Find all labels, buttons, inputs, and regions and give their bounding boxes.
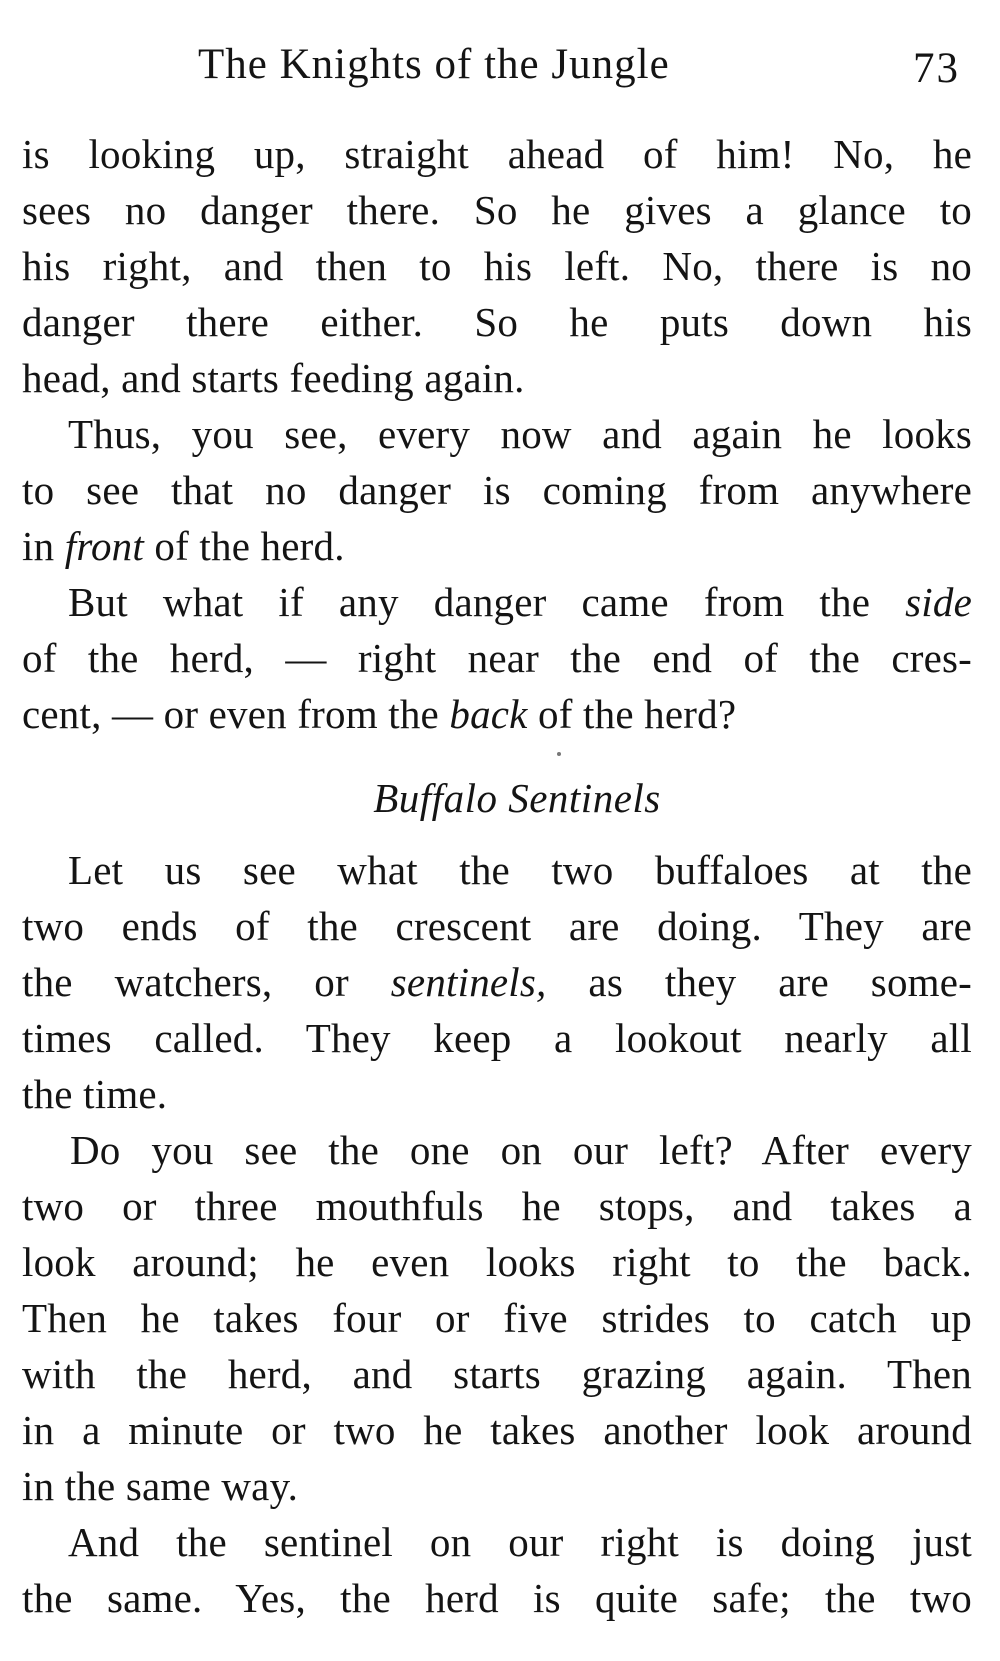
- text-line: is looking up, straight ahead of him! No, he: [22, 131, 972, 177]
- italic-word: back: [449, 691, 528, 737]
- text-line: danger there either. So he puts down his: [22, 299, 972, 345]
- paragraph: [22, 842, 972, 1122]
- paragraph: [22, 126, 972, 406]
- running-title: The Knights of the Jungle: [198, 41, 670, 88]
- text-line: sees no danger there. So he gives a glance to: [22, 187, 972, 233]
- text-line: [22, 954, 972, 1010]
- italic-word: side: [905, 579, 972, 625]
- text-line: the time.: [22, 1071, 168, 1117]
- running-head: [0, 40, 1000, 100]
- text-line: in a minute or two he takes another look around: [22, 1407, 972, 1453]
- paragraph: [22, 1122, 972, 1514]
- text-line: [22, 686, 972, 742]
- text-run: But what if any danger came from the: [68, 579, 906, 625]
- text-run: of the herd?: [527, 691, 737, 737]
- text-line: to see that no danger is coming from anywhere: [22, 467, 972, 513]
- paragraph: [22, 406, 972, 574]
- text-run: of the herd.: [143, 523, 345, 569]
- text-run: in: [22, 523, 65, 569]
- text-run: as they are some-: [546, 959, 972, 1005]
- text-line: And the sentinel on our right is doing just: [68, 1519, 972, 1565]
- text-line: two ends of the crescent are doing. They are: [22, 903, 972, 949]
- section-heading: Buffalo Sentinels: [373, 775, 661, 821]
- text-line: Thus, you see, every now and again he looks: [68, 411, 972, 457]
- text-line: in the same way.: [22, 1463, 299, 1509]
- print-speck: [557, 752, 561, 756]
- text-line: his right, and then to his left. No, there is no: [22, 243, 972, 289]
- text-line: times called. They keep a lookout nearly all: [22, 1015, 972, 1061]
- paragraph: [22, 1514, 972, 1626]
- page-number: 73: [913, 45, 960, 92]
- text-line: [22, 574, 972, 630]
- paragraph: [22, 574, 972, 742]
- text-line: Do you see the one on our left? After every: [70, 1127, 972, 1173]
- text-line: of the herd, — right near the end of the cres-: [22, 635, 972, 681]
- text-line: [22, 518, 972, 574]
- text-line: with the herd, and starts grazing again. Then: [22, 1351, 972, 1397]
- text-run: cent, — or even from the: [22, 691, 450, 737]
- text-line: look around; he even looks right to the back.: [22, 1239, 972, 1285]
- text-line: two or three mouthfuls he stops, and takes a: [22, 1183, 972, 1229]
- body-text: [22, 126, 972, 1626]
- text-line: the same. Yes, the herd is quite safe; the two: [22, 1575, 972, 1621]
- text-line: head, and starts feeding again.: [22, 355, 525, 401]
- text-line: Let us see what the two buffaloes at the: [68, 847, 972, 893]
- italic-word: sentinels,: [390, 959, 547, 1005]
- italic-word: front: [64, 523, 144, 569]
- text-line: Then he takes four or five strides to catch up: [22, 1295, 972, 1341]
- text-run: the watchers, or: [22, 959, 391, 1005]
